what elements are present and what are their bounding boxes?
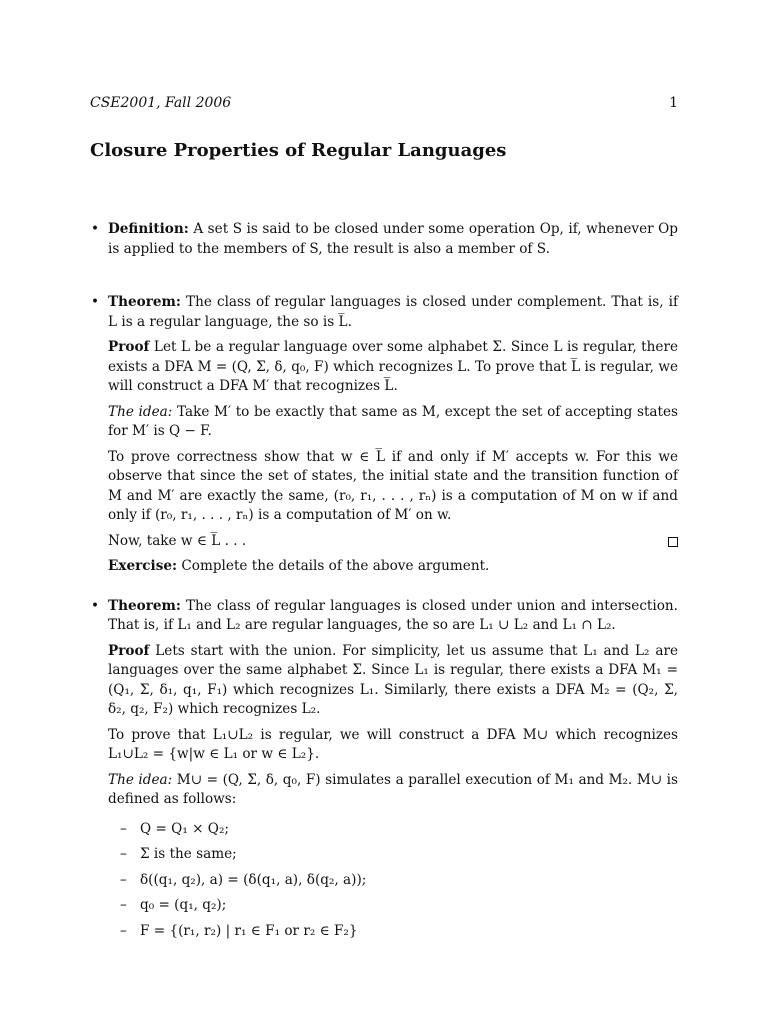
proof-paragraph — [108, 338, 678, 397]
idea-label: The idea: — [108, 771, 173, 788]
idea-text: M∪ = (Q, Σ, δ, q₀, F) simulates a parallel execution of M₁ and M₂. M∪ is defined as follows: — [108, 771, 679, 807]
list-item: – q₀ = (q₁, q₂); — [120, 897, 227, 913]
proof-label: Proof — [108, 642, 150, 659]
definition-list — [108, 820, 678, 942]
page-header — [90, 95, 678, 111]
bullet: • — [91, 597, 100, 614]
theorem-label: Theorem: — [108, 597, 181, 614]
now-paragraph — [108, 532, 678, 552]
idea-text: Take M′ to be exactly that same as M, except the set of accepting states for M′ is Q − F. — [108, 403, 678, 439]
theorem-complement-item — [91, 293, 678, 577]
theorem-text: The class of regular languages is closed under union and intersection. That is, if L₁ and L₂ are regular languages, the so are L₁ ∪ L₂ and L₁ ∩ L₂. — [108, 597, 678, 633]
list-item-text: q₀ = (q₁, q₂); — [140, 897, 227, 913]
theorem-label: Theorem: — [108, 294, 181, 310]
list-item-text: F = {(r₁, r₂) | r₁ ∈ F₁ or r₂ ∈ F₂} — [140, 922, 358, 939]
proof-text: Lets start with the union. For simplicity, let us assume that L₁ and L₂ are languages over the same alphabet Σ. Since L₁ is regular, there exists a DFA M₁ = (Q₁, Σ, δ₁, q₁, F₁) which recognizes L₁. Similarly, there exists a DFA M₂ = (Q₂, Σ, δ₂, q₂, F₂) which recognizes L₂. — [108, 642, 678, 717]
theorem-union-statement — [108, 597, 678, 636]
idea-label: The idea: — [108, 403, 173, 420]
list-item-text: δ((q₁, q₂), a) = (δ(q₁, a), δ(q₂, a)); — [140, 871, 367, 888]
now-text: Now, take w ∈ L̅ . . . — [108, 532, 247, 549]
proof-label: Proof — [108, 339, 150, 355]
theorem-complement-statement — [108, 293, 678, 332]
proof-paragraph — [108, 642, 678, 720]
qed-square-icon — [668, 537, 678, 547]
list-item: – Σ is the same; — [120, 846, 237, 862]
theorem-text: The class of regular languages is closed under complement. That is, if L is a regular language, the so is L̅. — [108, 294, 678, 330]
list-item-text: Q = Q₁ × Q₂; — [140, 820, 229, 837]
definition-text: A set S is said to be closed under some operation Op, if, whenever Op is applied to the members of S, the result is also a member of S. — [108, 221, 678, 257]
idea-paragraph — [108, 771, 678, 810]
definition-paragraph — [108, 220, 678, 259]
union-paragraph: To prove that L₁∪L₂ is regular, we will construct a DFA M∪ which recognizes L₁∪L₂ = {w|w ∈ L₁ or w ∈ L₂}. — [108, 726, 678, 762]
page-number: 1 — [669, 95, 678, 111]
proof-text: Let L be a regular language over some alphabet Σ. Since L is regular, there exists a DFA M = (Q, Σ, δ, q₀, F) which recognizes L. To prove that L̅ is regular, we will construct a DFA M′ that recognizes L̅. — [108, 339, 678, 394]
list-item: – δ((q₁, q₂), a) = (δ(q₁, a), δ(q₂, a)); — [120, 871, 367, 888]
theorem-union-item — [91, 597, 679, 942]
page-title: Closure Properties of Regular Languages — [90, 140, 507, 161]
list-item: – F = {(r₁, r₂) | r₁ ∈ F₁ or r₂ ∈ F₂} — [120, 922, 358, 939]
bullet: • — [91, 294, 100, 310]
bullet: • — [91, 221, 100, 237]
idea-paragraph — [108, 403, 678, 442]
exercise-label: Exercise: — [108, 558, 178, 574]
definition-label: Definition: — [108, 221, 189, 237]
exercise-text: Complete the details of the above argument. — [181, 558, 490, 574]
definition-item — [91, 220, 678, 259]
exercise-paragraph — [108, 557, 678, 577]
main-content — [91, 220, 679, 961]
list-item-text: Σ is the same; — [140, 846, 237, 862]
correctness-paragraph: To prove correctness show that w ∈ L̅ if and only if M′ accepts w. For this we observe that since the set of states, the initial state and the transition function of M and M′ are exactly the same, (r₀, r₁, . . . , rₙ) is a computation of M on w if and only if (r₀, r₁, . . . , rₙ) is a computation of M′ on w. — [108, 448, 678, 523]
course-label: CSE2001, Fall 2006 — [90, 95, 232, 111]
list-item: – Q = Q₁ × Q₂; — [120, 820, 229, 837]
